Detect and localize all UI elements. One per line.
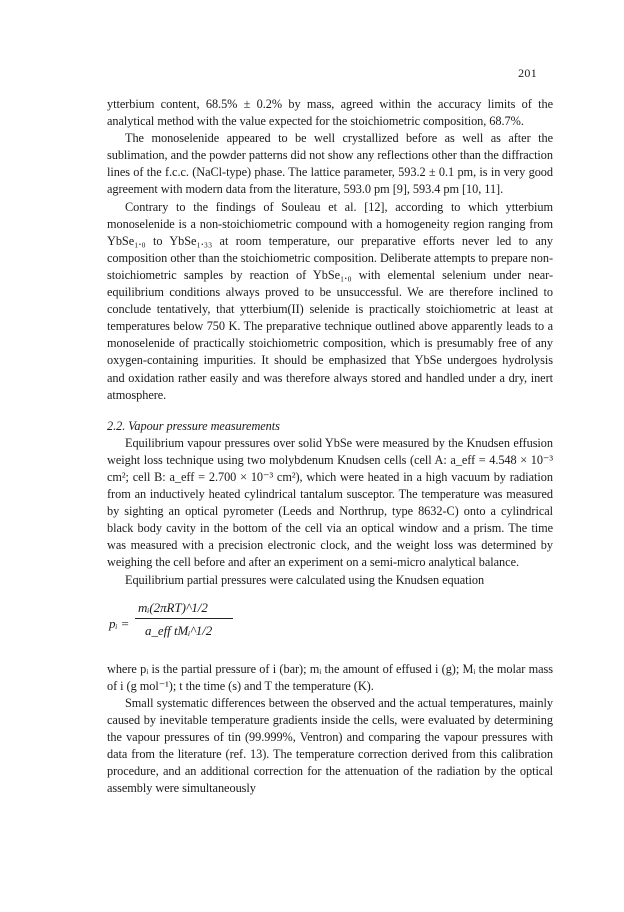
page-number: 201 <box>518 66 537 80</box>
equation-numerator: mᵢ(2πRT)^1/2 <box>138 599 208 615</box>
paragraph-temperature-calibration: Small systematic differences between the observed and the actual temperatures, mainly caused by inevitable temperature gradients inside the cells, were evaluated by determining the vapour pressures of tin (99.999%, Ventron) and comparing the vapour pressures with data from the literature (ref. 13). The temperature correction derived from this calibration procedure, and an additional correction for the attenuation of the radiation by the optical assembly were simultaneously <box>107 695 553 796</box>
fraction-bar <box>135 618 233 619</box>
paragraph-ytterbium-content: ytterbium content, 68.5% ± 0.2% by mass, agreed within the accuracy limits of the analytical method with the value expected for the stoichiometric composition, 68.7%. <box>107 97 553 129</box>
body-text <box>107 96 553 797</box>
paragraph-stoichiometry: Contrary to the findings of Souleau et al. [12], according to which ytterbium monoselenide is a non-stoichiometric compound with a homogeneity region ranging from YbSe₁.₀ to YbSe₁.₃₃ at room temperature, our preparative efforts never led to any composition other than the stoichiometric composition. Deliberate attempts to prepare non-stoichiometric samples by reaction of YbSe₁.₀ with elemental selenium under near-equilibrium conditions always proved to be unsuccessful. We are therefore inclined to conclude tentatively, that ytterbium(II) selenide is practically stoichiometric at least at temperatures below 750 K. The preparative technique outlined above apparently leads to a monoselenide of practically stoichiometric composition, which is presumably free of any oxygen-containing impurities. It should be emphasized that YbSe undergoes hydrolysis and oxidation rather easily and was therefore always stored and handled under a dry, inert atmosphere. <box>107 199 553 402</box>
section-heading: 2.2. Vapour pressure measurements <box>107 418 280 433</box>
equation-lhs: pᵢ = <box>109 615 130 631</box>
knudsen-equation <box>107 595 553 651</box>
paragraph-variable-definitions: where pᵢ is the partial pressure of i (bar); mᵢ the amount of effused i (g); Mᵢ the molar mass of i (g mol⁻¹); t the time (s) and T the temperature (K). <box>107 661 553 693</box>
paragraph-knudsen-equation-intro: Equilibrium partial pressures were calculated using the Knudsen equation <box>125 572 485 587</box>
paragraph-knudsen-technique: Equilibrium vapour pressures over solid YbSe were measured by the Knudsen effusion weight loss technique using two molybdenum Knudsen cells (cell A: a_eff = 4.548 × 10⁻³ cm²; cell B: a_eff = 2.700 × 10⁻³ cm²), which were heated in a high vacuum by radiation from an inductively heated cylindrical tantalum susceptor. The temperature was measured by sighting an optical pyrometer (Leeds and Northrup, type 8632-C) onto a cylindrical black body cavity in the bottom of the cell via an optical window and a prism. The time was measured with a precision electronic clock, and the weight loss was determined by weighing the cell before and after an experiment on a semi-micro analytical balance. <box>107 435 553 570</box>
equation-denominator: a_eff tMᵢ^1/2 <box>145 622 213 638</box>
paragraph-crystallization: The monoselenide appeared to be well crystallized before as well as after the sublimation, and the powder patterns did not show any reflections other than the diffraction lines of the f.c.c. (NaCl-type) phase. The lattice parameter, 593.2 ± 0.1 pm, is in very good agreement with modern data from the literature, 593.0 pm [9], 593.4 pm [10, 11]. <box>107 131 553 197</box>
